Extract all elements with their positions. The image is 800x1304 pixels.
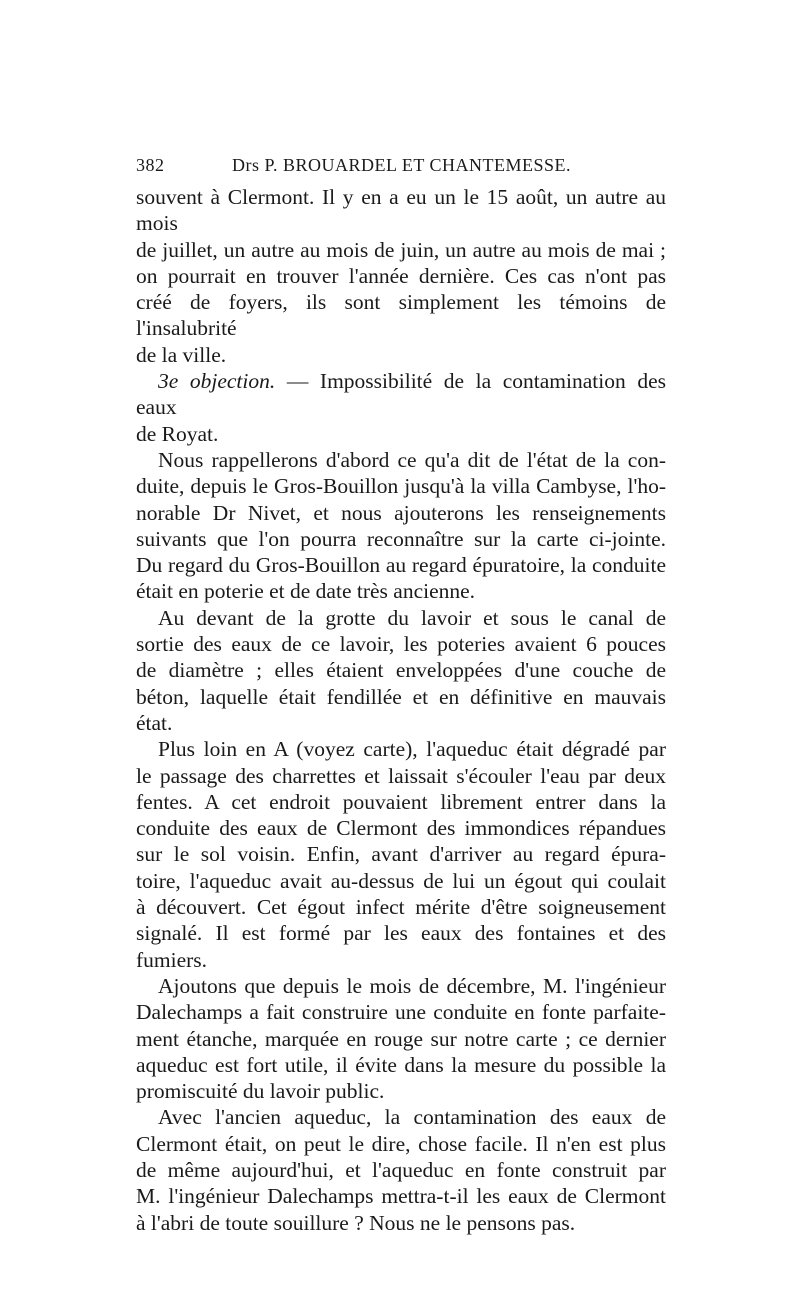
text-line: sortie des eaux de ce lavoir, les poteries avaient 6 pouces <box>136 632 666 657</box>
text-line: souvent à Clermont. Il y en a eu un le 15 août, un autre au mois <box>136 185 666 236</box>
line-wrapper <box>136 763 666 789</box>
text-line: conduite des eaux de Clermont des immondices répandues <box>136 816 666 841</box>
line-wrapper <box>136 184 666 237</box>
page-number: 382 <box>136 155 165 175</box>
line-wrapper <box>136 736 666 762</box>
line-wrapper <box>136 1026 666 1052</box>
text-line: on pourrait en trouver l'année dernière. Ces cas n'ont pas <box>136 263 666 288</box>
page-header <box>136 155 666 181</box>
text-line: Nous rappellerons d'abord ce qu'a dit de l'état de la con- <box>158 447 666 472</box>
line-wrapper <box>136 526 666 552</box>
line-wrapper <box>136 447 666 473</box>
line-wrapper <box>136 631 666 657</box>
line-wrapper <box>136 868 666 894</box>
line-wrapper <box>136 473 666 499</box>
line-wrapper <box>136 605 666 631</box>
text-line: Plus loin en A (voyez carte), l'aqueduc était dégradé par <box>158 737 666 762</box>
line-wrapper <box>136 421 666 447</box>
line-wrapper <box>136 1078 666 1104</box>
line-wrapper <box>136 973 666 999</box>
body-text <box>136 184 666 1236</box>
text-line: Dalechamps a fait construire une conduite en fonte parfaite- <box>136 1000 666 1025</box>
objection-title: — Impossibilité de la contamination des eaux <box>136 369 666 420</box>
text-line: ment étanche, marquée en rouge sur notre carte ; ce dernier <box>136 1026 666 1051</box>
text-line: le passage des charrettes et laissait s'écouler l'eau par deux <box>136 763 666 788</box>
text-line: Clermont était, on peut le dire, chose facile. Il n'en est plus <box>136 1131 666 1156</box>
text-line: créé de foyers, ils sont simplement les témoins de l'insalubrité <box>136 290 666 341</box>
text-line: fentes. A cet endroit pouvaient librement entrer dans la <box>136 789 666 814</box>
line-wrapper <box>136 552 666 578</box>
text-line: état. <box>136 710 173 735</box>
text-line: Du regard du Gros-Bouillon au regard épuratoire, la conduite <box>136 553 666 578</box>
objection-heading: 3e objection. <box>158 369 276 394</box>
line-wrapper <box>136 684 666 710</box>
line-wrapper <box>136 710 666 736</box>
line-wrapper <box>136 1183 666 1209</box>
text-line: sur le sol voisin. Enfin, avant d'arriver au regard épura- <box>136 842 666 867</box>
text-line: béton, laquelle était fendillée et en définitive en mauvais <box>136 684 666 709</box>
line-wrapper <box>136 657 666 683</box>
text-line: de même aujourd'hui, et l'aqueduc en fonte construit par <box>136 1157 666 1182</box>
line-wrapper <box>136 1157 666 1183</box>
line-wrapper <box>136 999 666 1025</box>
line-wrapper <box>136 342 666 368</box>
text-line: à l'abri de toute souillure ? Nous ne le pensons pas. <box>136 1210 576 1235</box>
text-line: de juillet, un autre au mois de juin, un autre au mois de mai ; <box>136 237 666 262</box>
text-line: toire, l'aqueduc avait au-dessus de lui un égout qui coulait <box>136 868 666 893</box>
line-wrapper <box>136 578 666 604</box>
line-wrapper <box>136 237 666 263</box>
running-title: Drs P. BROUARDEL ET CHANTEMESSE. <box>232 155 572 175</box>
text-line: était en poterie et de date très ancienne. <box>136 579 476 604</box>
line-wrapper <box>136 1131 666 1157</box>
text-line: suivants que l'on pourra reconnaître sur la carte ci-jointe. <box>136 526 666 551</box>
line-wrapper <box>136 841 666 867</box>
line-wrapper <box>136 815 666 841</box>
text-line: norable Dr Nivet, et nous ajouterons les renseignements <box>136 500 666 525</box>
text-line: duite, depuis le Gros-Bouillon jusqu'à la villa Cambyse, l'ho- <box>136 474 666 499</box>
text-line: Avec l'ancien aqueduc, la contamination des eaux de <box>158 1105 666 1130</box>
text-line: fumiers. <box>136 947 208 972</box>
text-line: à découvert. Cet égout infect mérite d'être soigneusement <box>136 895 666 920</box>
text-line: signalé. Il est formé par les eaux des fontaines et des <box>136 921 666 946</box>
line-wrapper <box>136 947 666 973</box>
line-wrapper <box>136 289 666 342</box>
line-wrapper <box>136 789 666 815</box>
line-wrapper <box>136 894 666 920</box>
line-wrapper <box>136 368 666 421</box>
text-line: de Royat. <box>136 421 219 446</box>
text-line: de diamètre ; elles étaient enveloppées d'une couche de <box>136 658 666 683</box>
line-wrapper <box>136 1052 666 1078</box>
text-line: Au devant de la grotte du lavoir et sous le canal de <box>158 605 666 630</box>
text-line: de la ville. <box>136 342 227 367</box>
line-wrapper <box>136 500 666 526</box>
paragraph-lead-line <box>136 369 666 419</box>
line-wrapper <box>136 1104 666 1130</box>
text-line: promiscuité du lavoir public. <box>136 1079 385 1104</box>
line-wrapper <box>136 920 666 946</box>
text-line: Ajoutons que depuis le mois de décembre, M. l'ingénieur <box>158 973 666 998</box>
text-line: M. l'ingénieur Dalechamps mettra-t-il les eaux de Clermont <box>136 1184 666 1209</box>
line-wrapper <box>136 263 666 289</box>
line-wrapper <box>136 1210 666 1236</box>
text-line: aqueduc est fort utile, il évite dans la mesure du possible la <box>136 1052 666 1077</box>
